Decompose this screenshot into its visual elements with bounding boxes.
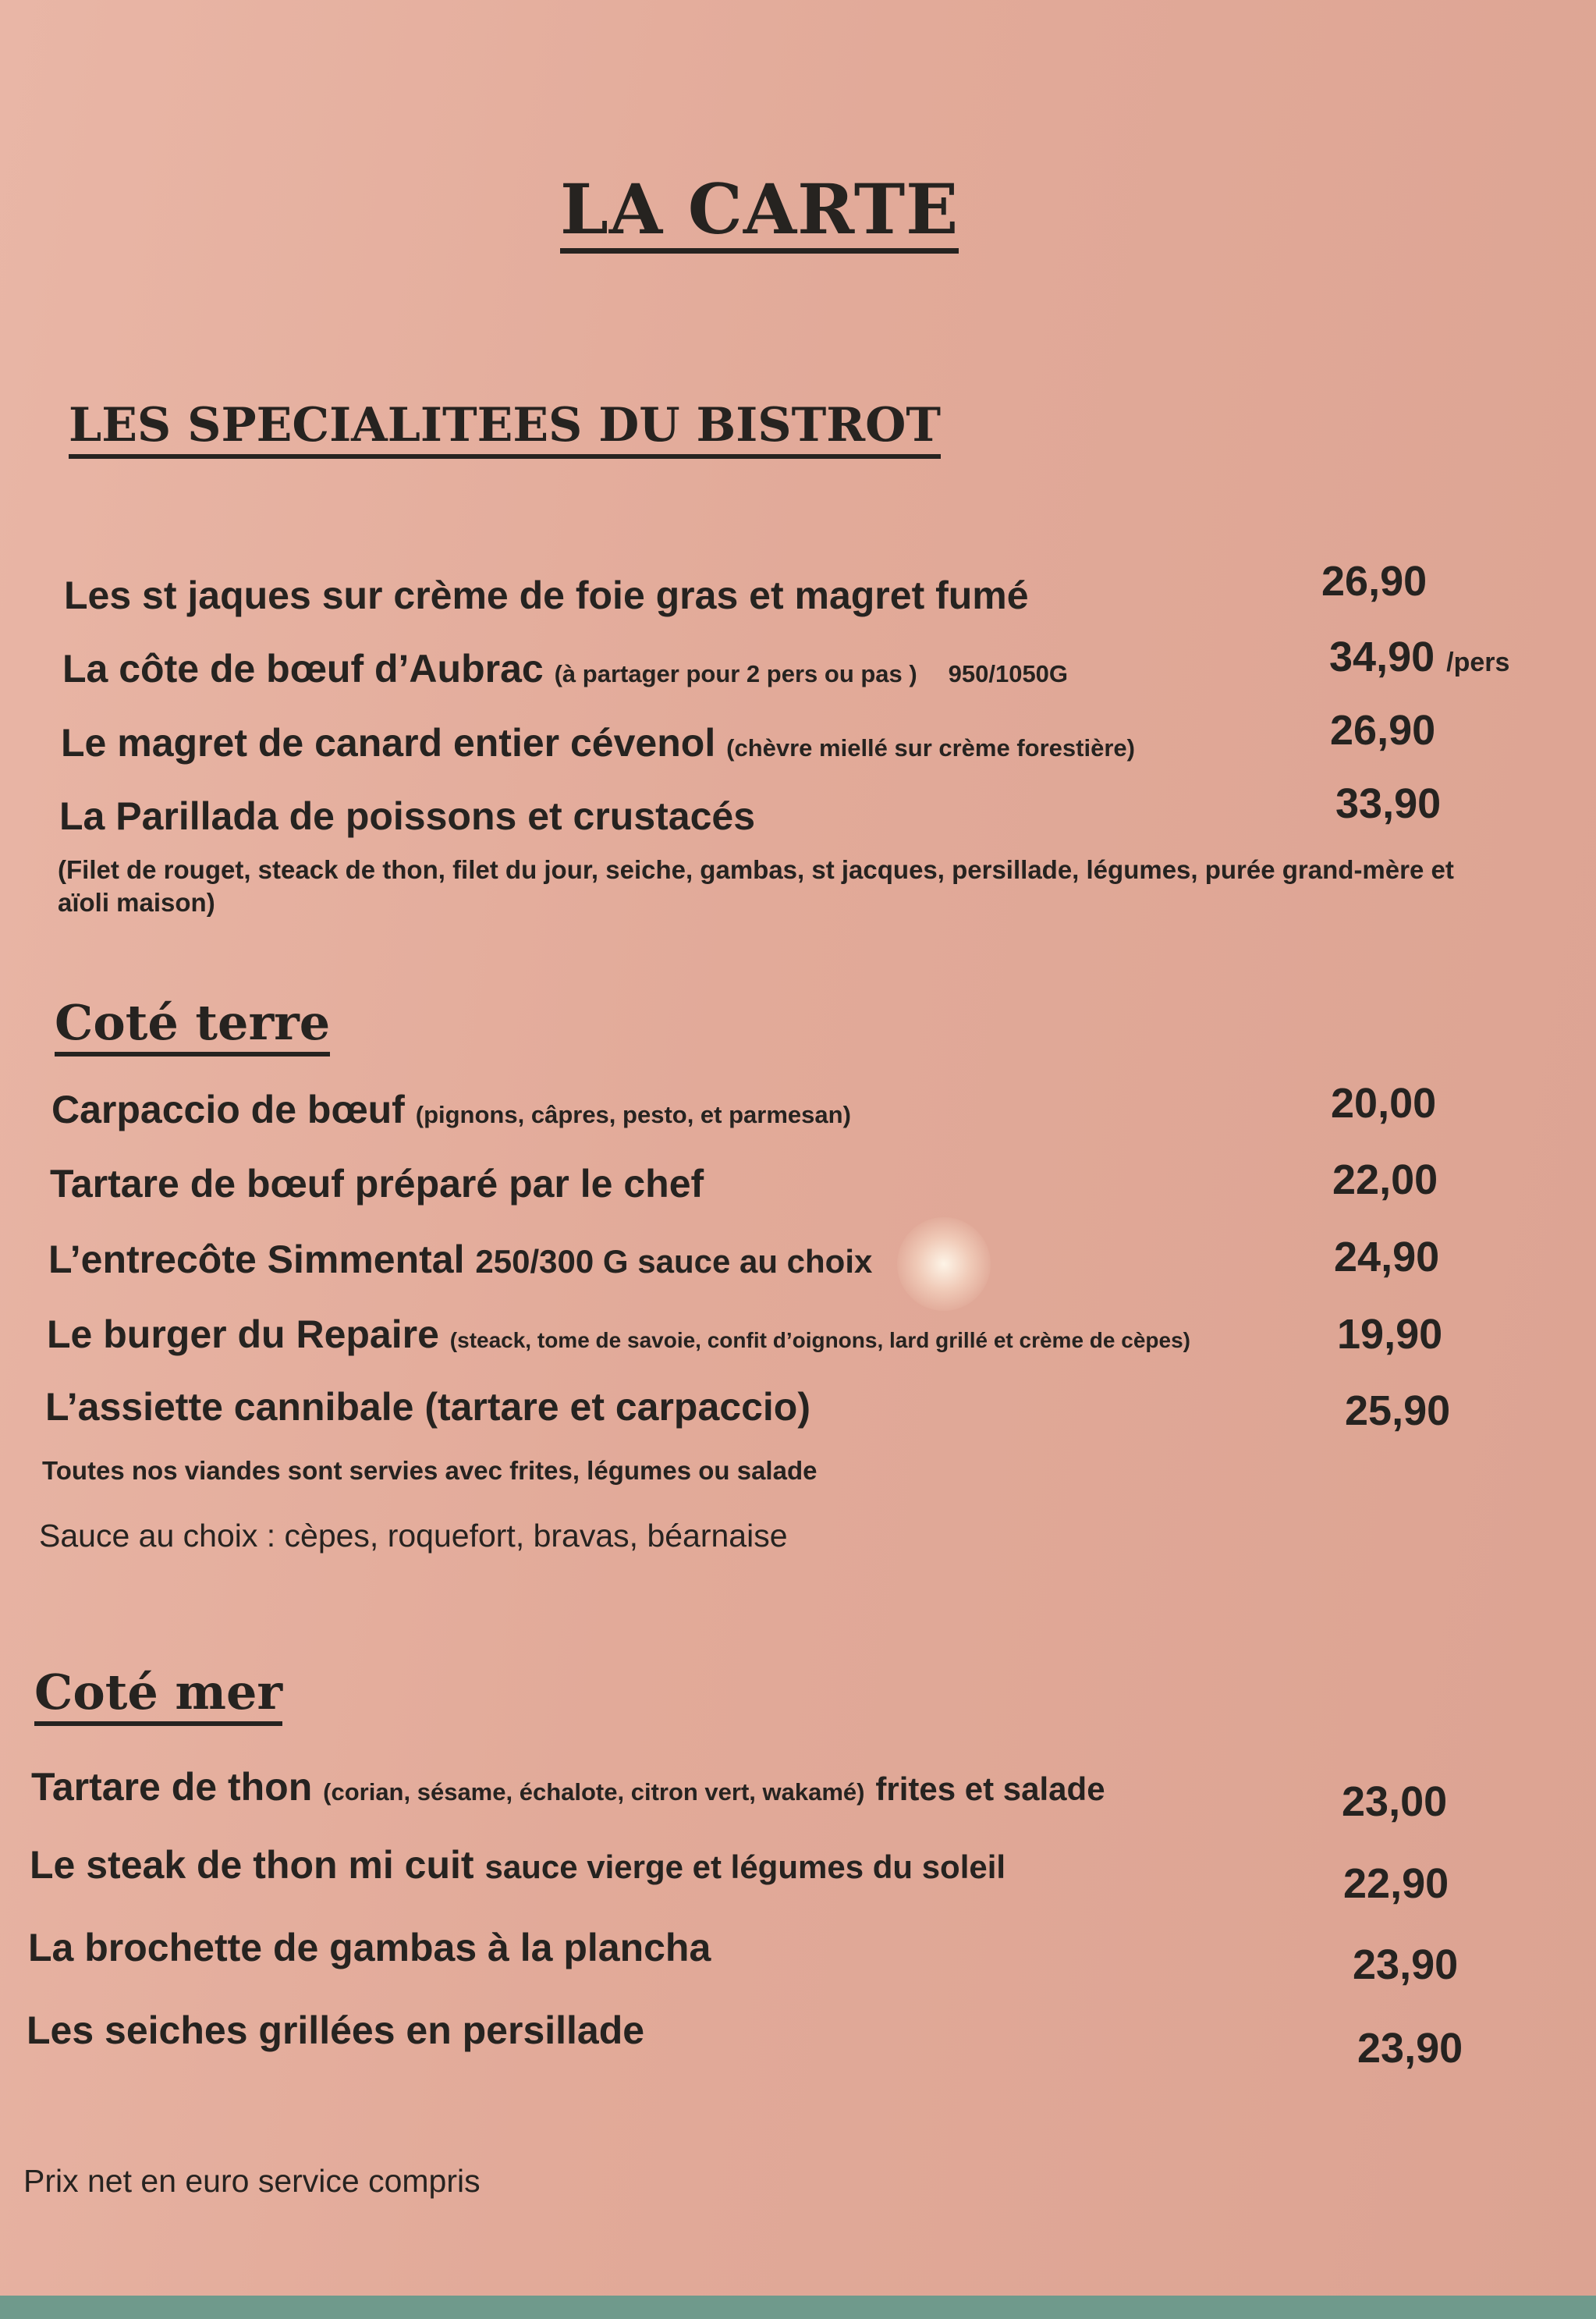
item-price: 26,90	[1321, 558, 1428, 605]
menu-item	[50, 1160, 704, 1207]
item-name: Carpaccio de bœuf	[51, 1088, 405, 1131]
item-price: 25,90	[1345, 1387, 1451, 1434]
item-note: (à partager pour 2 pers ou pas )	[554, 660, 917, 687]
section-heading-terre: Coté terre	[55, 997, 330, 1057]
item-name: La brochette de gambas à la plancha	[28, 1926, 711, 1969]
menu-title: LA CARTE	[560, 173, 959, 254]
item-note: (corian, sésame, échalote, citron vert, wakamé)	[323, 1778, 865, 1806]
item-price: 24,90	[1334, 1234, 1440, 1280]
item-note: sauce vierge et légumes du soleil	[484, 1848, 1006, 1885]
sauce-note: Sauce au choix : cèpes, roquefort, bravas, béarnaise	[39, 1518, 788, 1554]
menu-item	[28, 1924, 711, 1971]
menu-item	[30, 1841, 1005, 1891]
item-note: (chèvre miellé sur crème forestière)	[726, 734, 1135, 762]
menu-item	[61, 719, 1135, 772]
item-price: 23,90	[1357, 2025, 1463, 2072]
item-name: Tartare de bœuf préparé par le chef	[50, 1162, 704, 1206]
item-name: Tartare de thon	[31, 1765, 313, 1809]
item-name: Le steak de thon mi cuit	[30, 1843, 474, 1887]
item-note: (pignons, câpres, pesto, et parmesan)	[415, 1101, 851, 1128]
light-glare	[897, 1217, 991, 1311]
item-price: 26,90	[1330, 707, 1436, 754]
footer-note: Prix net en euro service compris	[23, 2163, 481, 2199]
item-description: (Filet de rouget, steack de thon, filet du jour, seiche, gambas, st jacques, persillade, légumes, purée grand-mère et aïoli maison)	[58, 855, 1454, 917]
item-price: 34,90 /pers	[1329, 634, 1510, 680]
item-price: 22,90	[1343, 1860, 1449, 1907]
item-name: L’assiette cannibale (tartare et carpaccio)	[45, 1385, 810, 1429]
menu-item	[45, 1383, 810, 1430]
item-name: Le burger du Repaire	[47, 1312, 439, 1356]
item-suffix: frites et salade	[875, 1770, 1105, 1807]
menu-item	[51, 1086, 851, 1138]
item-name: La côte de bœuf d’Aubrac	[62, 647, 544, 691]
item-name: L’entrecôte Simmental	[48, 1238, 465, 1281]
item-price: 33,90	[1335, 780, 1442, 827]
item-name: Les st jaques sur crème de foie gras et magret fumé	[64, 574, 1029, 617]
item-price: 23,00	[1342, 1778, 1448, 1825]
price-unit: /pers	[1446, 648, 1510, 677]
info-note: Toutes nos viandes sont servies avec frites, légumes ou salade	[42, 1456, 818, 1485]
item-weight: 950/1050G	[948, 660, 1069, 687]
item-note: 250/300 G sauce au choix	[475, 1243, 873, 1280]
menu-item	[47, 1311, 1190, 1364]
item-price: 19,90	[1337, 1311, 1443, 1358]
item-name: Le magret de canard entier cévenol	[61, 721, 716, 765]
section-heading-mer: Coté mer	[34, 1667, 282, 1726]
item-price: 22,00	[1332, 1156, 1438, 1203]
item-name: Les seiches grillées en persillade	[27, 2008, 645, 2052]
menu-item	[59, 793, 755, 840]
item-note: (steack, tome de savoie, confit d’oignons, lard grillé et crème de cèpes)	[449, 1328, 1190, 1352]
menu-item	[62, 645, 1068, 698]
menu-item	[27, 2007, 644, 2054]
menu-item	[64, 572, 1029, 619]
section-heading-specialites: LES SPECIALITEES DU BISTROT	[69, 400, 941, 459]
item-name: La Parillada de poissons et crustacés	[59, 794, 756, 838]
menu-item	[31, 1763, 1105, 1816]
menu-item	[48, 1236, 872, 1285]
item-price: 23,90	[1353, 1941, 1459, 1988]
item-price: 20,00	[1331, 1080, 1437, 1127]
